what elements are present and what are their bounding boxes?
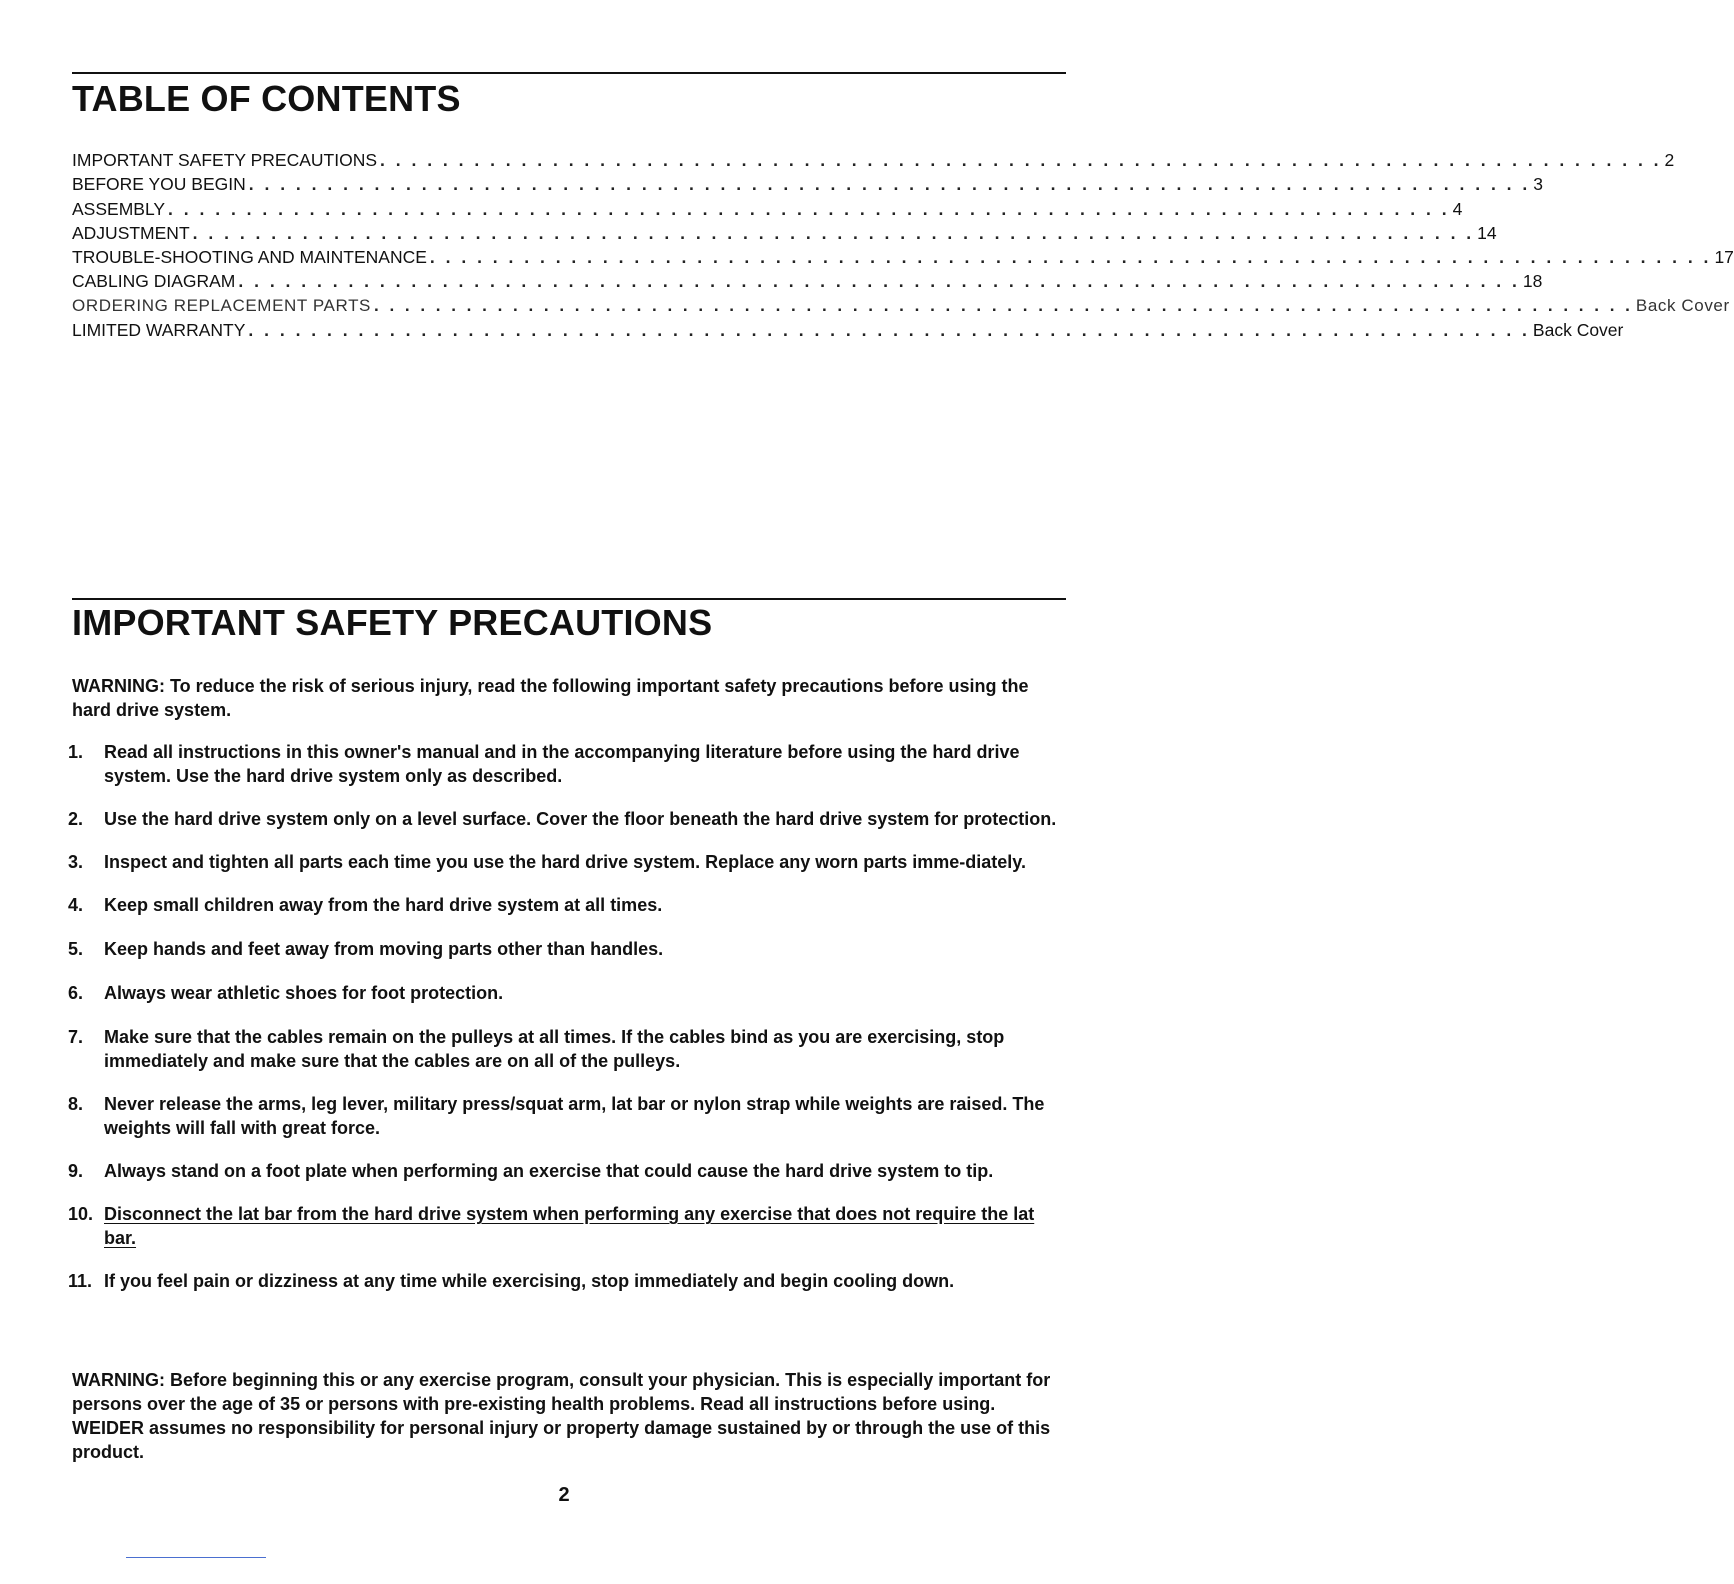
toc-entry-label: ORDERING REPLACEMENT PARTS xyxy=(72,295,371,315)
list-item xyxy=(68,893,1068,917)
toc-entry[interactable] xyxy=(72,318,1624,342)
toc-leader-dots: . . . . . . . . . . . . . . . . . . . . . . . . . . . . . . . . . . . . . . . . . . . . . . . . . . . . . . . . . . . . . . . . . . . . . . . . . . . . . . . . . . xyxy=(238,271,1520,292)
item-text: Read all instructions in this owner's manual and in the accompanying literature before using the hard drive system. Use the hard drive system only as described. xyxy=(104,742,1020,786)
list-item xyxy=(68,1269,1068,1293)
item-number: 5. xyxy=(68,939,84,959)
toc-entry[interactable] xyxy=(72,294,1730,318)
item-text: Disconnect the lat bar from the hard drive system when performing any exercise that does not require the lat bar. xyxy=(104,1204,1035,1248)
toc-entry-page: Back Cover xyxy=(1635,295,1730,315)
item-text: Keep hands and feet away from moving parts other than handles. xyxy=(104,939,664,959)
toc-leader-dots: . . . . . . . . . . . . . . . . . . . . . . . . . . . . . . . . . . . . . . . . . . . . . . . . . . . . . . . . . . . . . . . . . . . . . . . . . . . . . . . . . . xyxy=(168,198,1450,219)
toc-entry[interactable] xyxy=(72,221,1497,245)
item-text: Inspect and tighten all parts each time you use the hard drive system. Replace any worn parts imme-diately. xyxy=(104,852,1026,872)
item-text: Make sure that the cables remain on the pulleys at all times. If the cables bind as you are exercising, stop immediately and make sure that the cables are on all of the pulleys. xyxy=(104,1027,1005,1071)
toc-entry[interactable] xyxy=(72,269,1543,293)
item-number: 4. xyxy=(68,895,84,915)
toc-entry-label: LIMITED WARRANTY xyxy=(72,320,246,341)
toc-top-rule xyxy=(72,72,1066,74)
item-text: Use the hard drive system only on a level surface. Cover the floor beneath the hard drive system for protection. xyxy=(104,809,1057,829)
toc-entry-page: 4 xyxy=(1452,198,1463,219)
item-number: 7. xyxy=(68,1027,84,1047)
precautions-list xyxy=(68,740,1068,1293)
list-item xyxy=(68,1092,1068,1140)
item-number: 9. xyxy=(68,1161,84,1181)
toc-entry[interactable] xyxy=(72,148,1675,172)
toc-entry[interactable] xyxy=(72,172,1544,196)
safety-heading: IMPORTANT SAFETY PRECAUTIONS xyxy=(72,602,713,643)
toc-entry-label: BEFORE YOU BEGIN xyxy=(72,174,246,195)
toc-leader-dots: . . . . . . . . . . . . . . . . . . . . . . . . . . . . . . . . . . . . . . . . . . . . . . . . . . . . . . . . . . . . . . . . . . . . . . . . . . . . . . . . . . xyxy=(380,150,1662,170)
toc-entry-label: TROUBLE-SHOOTING AND MAINTENANCE xyxy=(72,247,427,268)
list-item xyxy=(68,937,1068,961)
list-item xyxy=(68,1025,1068,1073)
safety-top-rule xyxy=(72,598,1066,600)
toc-entry-page: 17 xyxy=(1714,247,1734,268)
toc-heading: TABLE OF CONTENTS xyxy=(72,78,461,119)
toc-entry-page: 14 xyxy=(1477,222,1497,243)
item-text: Always wear athletic shoes for foot protection. xyxy=(104,983,504,1003)
page-number: 2 xyxy=(558,1484,570,1506)
item-number: 8. xyxy=(68,1094,84,1114)
toc-leader-dots: . . . . . . . . . . . . . . . . . . . . . . . . . . . . . . . . . . . . . . . . . . . . . . . . . . . . . . . . . . . . . . . . . . . . . . . . . . . . . . . . . . xyxy=(374,295,1633,315)
toc-entry-page: 18 xyxy=(1522,271,1543,292)
toc-entry-page: 3 xyxy=(1533,174,1544,195)
item-number: 1. xyxy=(68,742,84,762)
toc-entry[interactable] xyxy=(72,245,1734,269)
warning-outro: WARNING: Before beginning this or any exercise program, consult your physician. This is especially important for persons over the age of 35 or persons with pre-existing health problems. Read all instructions before using. WEIDER assumes no responsibility for personal injury or property damage sustained by or through the use of this product. xyxy=(72,1370,1051,1462)
toc-entry-label: ADJUSTMENT xyxy=(72,222,190,243)
list-item xyxy=(68,1202,1068,1250)
list-item xyxy=(68,807,1068,831)
item-number: 2. xyxy=(68,809,84,829)
toc-entry[interactable] xyxy=(72,197,1463,221)
item-text: Always stand on a foot plate when performing an exercise that could cause the hard drive system to tip. xyxy=(104,1161,994,1181)
toc-leader-dots: . . . . . . . . . . . . . . . . . . . . . . . . . . . . . . . . . . . . . . . . . . . . . . . . . . . . . . . . . . . . . . . . . . . . . . . . . . . . . . . . . . xyxy=(192,222,1475,243)
toc-entry-label: ASSEMBLY xyxy=(72,198,166,219)
item-text: Never release the arms, leg lever, military press/squat arm, lat bar or nylon strap while weights are raised. The weights will fall with great force. xyxy=(104,1094,1045,1138)
toc-entry-page: 2 xyxy=(1664,150,1675,170)
table-of-contents xyxy=(72,148,1734,342)
item-text: If you feel pain or dizziness at any time while exercising, stop immediately and begin cooling down. xyxy=(104,1271,955,1291)
item-number: 6. xyxy=(68,983,84,1003)
toc-entry-label: IMPORTANT SAFETY PRECAUTIONS xyxy=(72,150,378,170)
item-number: 3. xyxy=(68,852,84,872)
item-number: 11. xyxy=(68,1271,93,1291)
list-item xyxy=(68,1159,1068,1183)
warning-intro: WARNING: To reduce the risk of serious injury, read the following important safety precautions before using the hard drive system. xyxy=(72,676,1029,720)
list-item xyxy=(68,981,1068,1005)
toc-entry-page: Back Cover xyxy=(1532,320,1624,341)
item-text: Keep small children away from the hard drive system at all times. xyxy=(104,895,663,915)
toc-entry-label: CABLING DIAGRAM xyxy=(72,271,236,292)
toc-leader-dots: . . . . . . . . . . . . . . . . . . . . . . . . . . . . . . . . . . . . . . . . . . . . . . . . . . . . . . . . . . . . . . . . . . . . . . . . . . . . . . . . . . xyxy=(248,174,1531,195)
toc-leader-dots: . . . . . . . . . . . . . . . . . . . . . . . . . . . . . . . . . . . . . . . . . . . . . . . . . . . . . . . . . . . . . . . . . . . . . . . . . . . . . . . . . . xyxy=(248,320,1530,341)
list-item xyxy=(68,740,1068,788)
list-item xyxy=(68,850,1068,874)
toc-leader-dots: . . . . . . . . . . . . . . . . . . . . . . . . . . . . . . . . . . . . . . . . . . . . . . . . . . . . . . . . . . . . . . . . . . . . . . . . . . . . . . . . . . xyxy=(429,247,1712,268)
item-number: 10. xyxy=(68,1204,94,1224)
decorative-line xyxy=(126,1557,266,1558)
